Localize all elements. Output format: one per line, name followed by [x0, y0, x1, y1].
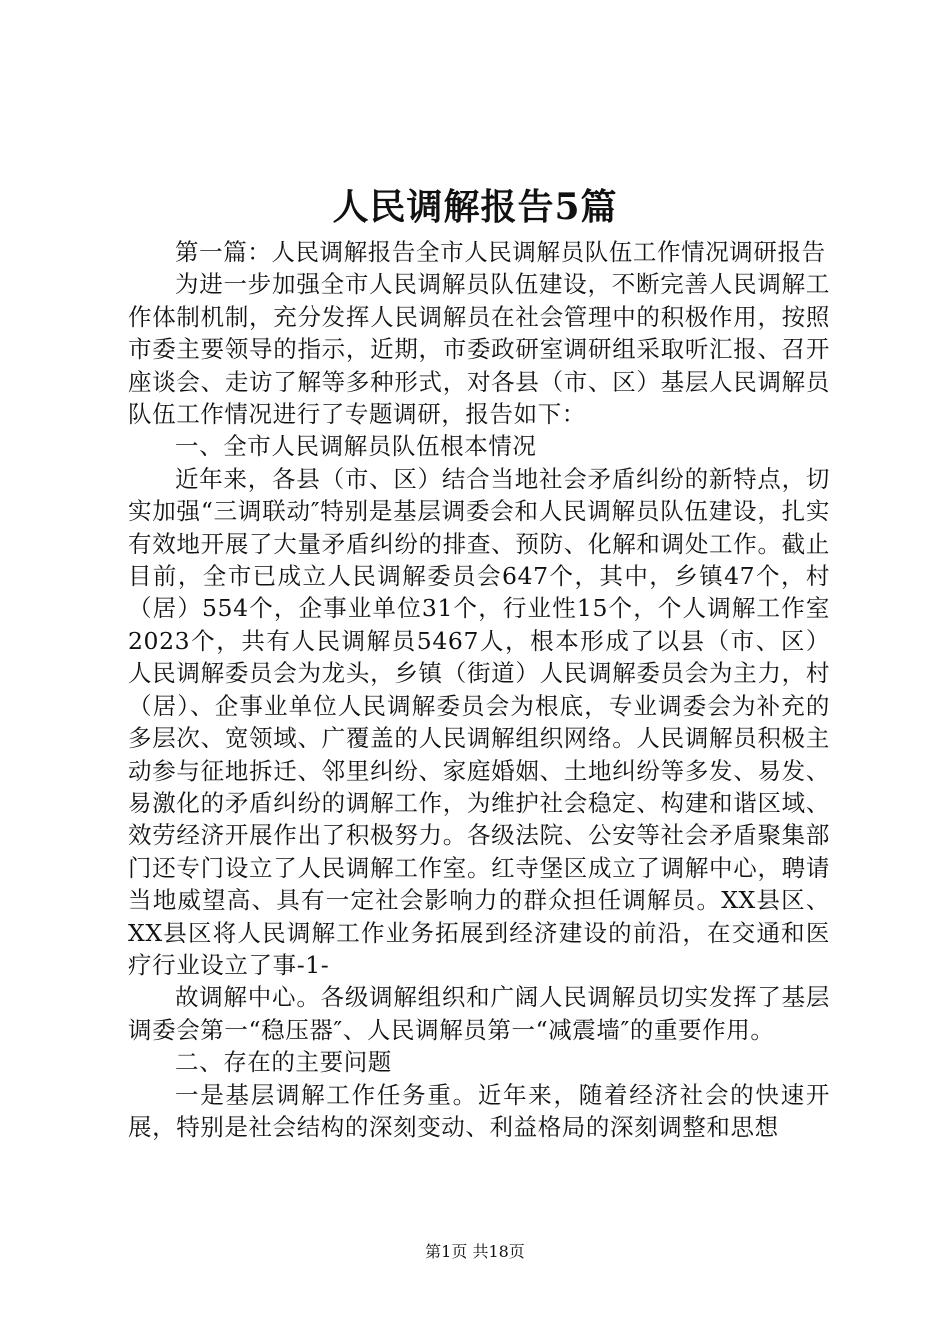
section-heading: 第一篇：人民调解报告全市人民调解员队伍工作情况调研报告	[175, 238, 826, 266]
page-number-footer: 第1页 共18页	[425, 1242, 525, 1261]
body-paragraph: 一是基层调解工作任务重。近年来，随着经济社会的快速开展，特别是社会结构的深刻变动、利益格局的深刻调整和思想	[128, 1080, 830, 1141]
body-paragraph: 故调解中心。各级调解组织和广阔人民调解员切实发挥了基层调委会第一“稳压器″、人民调解员第一“减震墙″的重要作用。	[128, 983, 830, 1044]
document-title: 人民调解报告5篇	[332, 186, 618, 228]
body-paragraph: 近年来，各县（市、区）结合当地社会矛盾纠纷的新特点，切实加强“三调联动″特别是基层调委会和人民调解员队伍建设，扎实有效地开展了大量矛盾纠纷的排查、预防、化解和调处工作。截止目前，全市已成立人民调解委员会647个，其中，乡镇47个，村（居）554个，企事业单位31个，行业性15个，个人调解工作室2023个，共有人民调解员5467人，根本形成了以县（市、区）人民调解委员会为龙头，乡镇（街道）人民调解委员会为主力，村（居）、企事业单位人民调解委员会为根底，专业调委会为补充的多层次、宽领域、广覆盖的人民调解组织网络。人民调解员积极主动参与征地拆迁、邻里纠纷、家庭婚姻、土地纠纷等多发、易发、易激化的矛盾纠纷的调解工作，为维护社会稳定、构建和谐区域、效劳经济开展作出了积极努力。各级法院、公安等社会矛盾聚集部门还专门设立了人民调解工作室。红寺堡区成立了调解中心，聘请当地威望高、具有一定社会影响力的群众担任调解员。XX县区、XX县区将人民调解工作业务拓展到经济建设的前沿，在交通和医疗行业设立了事-1-	[128, 464, 830, 979]
section-heading: 二、存在的主要问题	[175, 1048, 392, 1077]
section-heading: 一、全市人民调解员队伍根本情况	[175, 432, 537, 461]
document-body	[128, 236, 830, 1143]
body-paragraph: 为进一步加强全市人民调解员队伍建设，不断完善人民调解工作体制机制，充分发挥人民调解员在社会管理中的积极作用，按照市委主要领导的指示，近期，市委政研室调研组采取听汇报、召开座谈会、走访了解等多种形式，对各县（市、区）基层人民调解员队伍工作情况进行了专题调研，报告如下：	[128, 270, 830, 429]
